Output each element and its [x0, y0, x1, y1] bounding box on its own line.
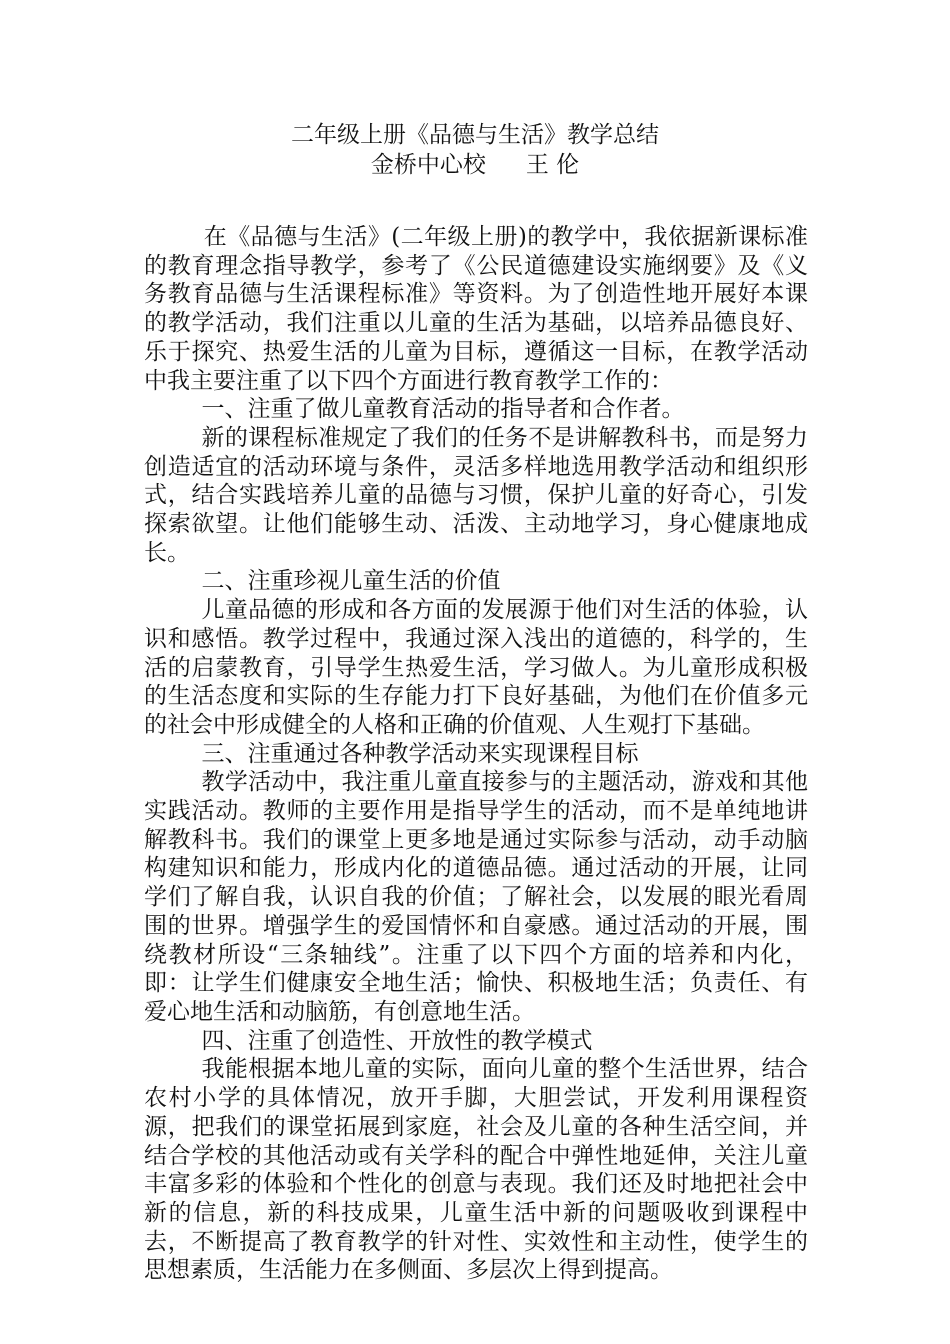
subtitle	[0, 150, 950, 180]
section-paragraph-3: 教学活动中，我注重儿童直接参与的主题活动，游戏和其他实践活动。教师的主要作用是指导学生的活动，而不是单纯地讲解教科书。我们的课堂上更多地是通过实际参与活动，动手动脑构建知识和能力，形成内化的道德品德。通过活动的开展，让同学们了解自我，认识自我的价值；了解社会，以发展的眼光看周围的世界。增强学生的爱国情怀和自豪感。通过活动的开展，围绕教材所设“三条轴线”。注重了以下四个方面的培养和内化，即：让学生们健康安全地生活；愉快、积极地生活；负责任、有爱心地生活和动脑筋，有创意地生活。	[144, 769, 808, 1025]
section-heading-4: 四、注重了创造性、开放性的教学模式	[201, 1027, 593, 1054]
school-name: 金桥中心校	[370, 152, 486, 178]
document-body	[144, 223, 808, 1285]
section-heading-2: 二、注重珍视儿童生活的价值	[201, 568, 501, 595]
title-block	[0, 120, 950, 180]
section-paragraph-4: 我能根据本地儿童的实际，面向儿童的整个生活世界，结合农村小学的具体情况，放开手脚，大胆尝试，开发利用课程资源，把我们的课堂拓展到家庭，社会及儿童的各种生活空间，并结合学校的其他活动或有关学科的配合中弹性地延伸，关注儿童丰富多彩的体验和个性化的创意与表现。我们还及时地把社会中新的信息，新的科技成果，儿童生活中新的问题吸收到课程中去，不断提高了教育教学的针对性、实效性和主动性，使学生的思想素质，生活能力在多侧面、多层次上得到提高。	[144, 1056, 808, 1284]
section-paragraph-1: 新的课程标准规定了我们的任务不是讲解教科书，而是努力创造适宜的活动环境与条件，灵活多样地选用教学活动和组织形式，结合实践培养儿童的品德与习惯，保护儿童的好奇心，引发探索欲望。让他们能够生动、活泼、主动地学习，身心健康地成长。	[144, 424, 808, 566]
section-heading-3: 三、注重通过各种教学活动来实现课程目标	[201, 740, 639, 767]
page-title: 二年级上册《品德与生活》教学总结	[291, 122, 659, 148]
intro-paragraph: 在《品德与生活》(二年级上册)的教学中，我依据新课标准的教育理念指导教学，参考了《公民道德建设实施纲要》及《义务教育品德与生活课程标准》等资料。为了创造性地开展好本课的教学活动，我们注重以儿童的生活为基础，以培养品德良好、乐于探究、热爱生活的儿童为目标，遵循这一目标，在教学活动中我主要注重了以下四个方面进行教育教学工作的：	[144, 224, 808, 394]
author-name: 王 伦	[525, 152, 580, 178]
section-paragraph-2: 儿童品德的形成和各方面的发展源于他们对生活的体验，认识和感悟。教学过程中，我通过深入浅出的道德的，科学的，生活的启蒙教育，引导学生热爱生活，学习做人。为儿童形成积极的生活态度和实际的生存能力打下良好基础，为他们在价值多元的社会中形成健全的人格和正确的价值观、人生观打下基础。	[144, 597, 808, 738]
section-heading-1: 一、注重了做儿童教育活动的指导者和合作者。	[201, 396, 685, 423]
